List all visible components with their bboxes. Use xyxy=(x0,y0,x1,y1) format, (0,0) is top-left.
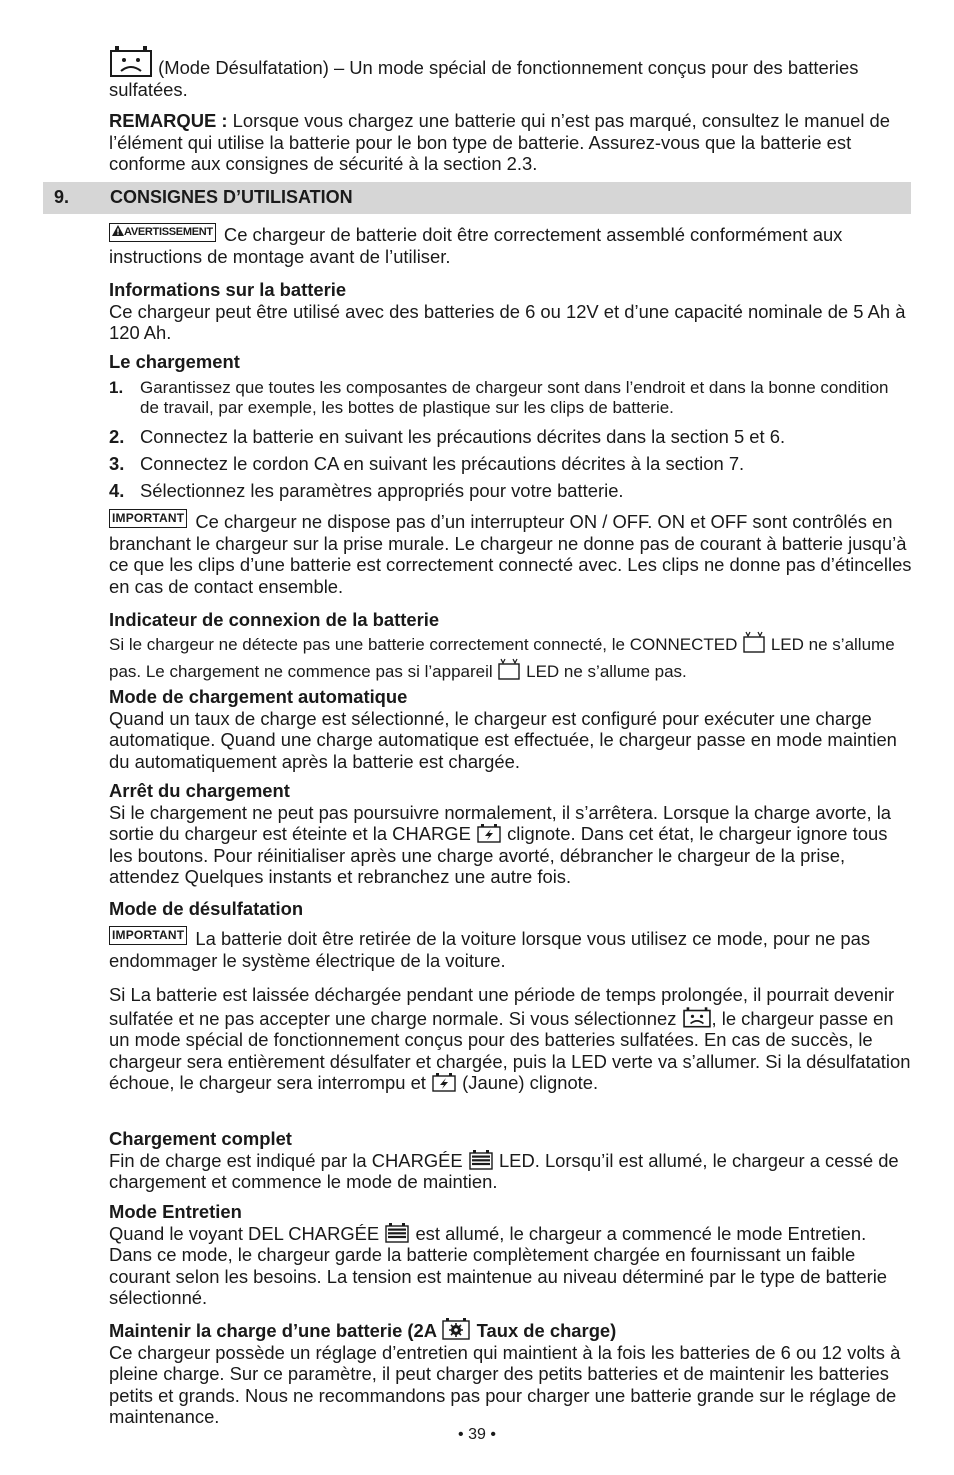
warning-text: Ce chargeur de batterie doit être correctement assemblé conformément aux instructions de montage avant de l’utiliser. xyxy=(109,224,843,267)
battery-outline-icon xyxy=(497,658,521,680)
stop-heading: Arrêt du chargement xyxy=(109,780,290,801)
auto-mode-heading: Mode de chargement automatique xyxy=(109,686,408,707)
battery-info-section xyxy=(109,279,914,344)
stop-text-1: Si le chargement ne peut pas poursuivre normalement, il s’arrêtera. Lorsque la charge avorte, la sortie du chargeur est éteinte et la CHARGE xyxy=(109,801,892,845)
battery-info-text: Ce chargeur peut être utilisé avec des batteries de 6 ou 12V et d’une capacité nominale de 5 Ah à 120 Ah. xyxy=(109,300,906,344)
page-number: • 39 • xyxy=(458,1426,496,1443)
maintenance-heading: Mode Entretien xyxy=(109,1201,242,1222)
complete-text xyxy=(109,1150,914,1193)
important-paragraph xyxy=(109,926,914,971)
maintain-heading-b: Taux de charge) xyxy=(476,1320,617,1341)
warning-tag xyxy=(109,223,216,242)
section-title: CONSIGNES D’UTILISATION xyxy=(110,187,353,207)
desulf-text-1: Si La batterie est laissée déchargée pendant une période de temps prolongée, il pourrait devenir sulfatée et ne pas accepter une charge normale. Si vous sélectionnez xyxy=(109,984,895,1029)
stop-section xyxy=(109,780,914,888)
step-text: Connectez la batterie en suivant les précautions décrites dans la section 5 et 6. xyxy=(140,426,786,447)
sad-battery-icon xyxy=(109,44,153,78)
maintain-heading-a: Maintenir la charge d’une batterie (2A xyxy=(109,1320,437,1341)
step-number: 4. xyxy=(109,480,125,501)
connection-text-4: LED ne s’allume pas. xyxy=(526,661,687,681)
step-text: Sélectionnez les paramètres appropriés pour votre batterie. xyxy=(140,480,624,501)
maintenance-text xyxy=(109,1223,914,1309)
remark-paragraph xyxy=(109,110,914,175)
complete-heading: Chargement complet xyxy=(109,1128,292,1149)
complete-text-1: Fin de charge est indiqué par la CHARGÉE xyxy=(109,1149,463,1171)
connection-heading: Indicateur de connexion de la batterie xyxy=(109,609,440,630)
complete-section xyxy=(109,1128,914,1193)
auto-mode-text: Quand un taux de charge est sélectionné, le chargeur est configuré pour exécuter une charge automatique. Quand une charge automatique est effectuée, le chargeur passe en mode maintien du automatiquement après la batterie est chargée. xyxy=(109,707,897,772)
battery-gear-icon xyxy=(441,1318,471,1340)
remark-label: REMARQUE : xyxy=(109,110,228,131)
connection-text xyxy=(109,631,914,685)
battery-full-icon xyxy=(384,1223,410,1243)
connection-text-3: ne s’allume pas. Le chargement ne commence pas si l’appareil xyxy=(109,634,895,681)
step-text: Connectez le cordon CA en suivant les précautions décrites à la section 7. xyxy=(140,453,745,474)
maintenance-text-2: est allumé, le chargeur a commencé le mode Entretien. Dans ce mode, le chargeur garde la batterie complètement chargée en fournissant un faible courant selon les besoins. La tension est maintenue au niveau déterminé par le type de batterie sélectionné. xyxy=(109,1222,888,1309)
important-tag: IMPORTANT xyxy=(109,926,187,945)
warning-tag-label: AVERTISSEMENT xyxy=(124,226,213,238)
charging-heading: Le chargement xyxy=(109,351,240,372)
maintenance-section xyxy=(109,1201,914,1309)
auto-mode-section xyxy=(109,686,914,772)
important-text: Ce chargeur ne dispose pas d’un interrupteur ON / OFF. ON et OFF sont contrôlés en branchant le chargeur sur la prise murale. Le chargeur ne donne pas de courant à batterie jusqu’à ce que les clips d’une batterie est correctement connecté avec. Les clips ne donne pas d’étincelles en cas de contact ensemble. xyxy=(109,511,912,597)
section-header xyxy=(43,182,911,214)
battery-bolt-icon xyxy=(476,823,502,843)
charging-heading-block xyxy=(109,351,914,373)
battery-info-heading: Informations sur la batterie xyxy=(109,279,347,300)
complete-text-2: LED. Lorsqu’il est allumé, le chargeur a cessé de chargement et commence le mode de maintien. xyxy=(109,1149,899,1193)
stop-text xyxy=(109,802,914,888)
step-number: 2. xyxy=(109,426,125,447)
desulf-text-3: (Jaune) clignote. xyxy=(462,1072,599,1094)
connection-text-2: LED xyxy=(770,634,804,654)
remark-text: Lorsque vous chargez une batterie qui n’est pas marqué, consultez le manuel de l’élément qui utilise la batterie pour le bon type de batterie. Assurez-vous que la batterie est conforme aux consignes de sécurité à la section 2.3. xyxy=(109,110,890,175)
maintain-text: Ce chargeur possède un réglage d’entretien qui maintient à la fois les batteries de 6 ou 12 volts à pleine charge. Sur ce paramètre, il peut charger des petits batteries et de maintenir les batteries petits et grands. Nous ne recommandons pas pour charger une batterie grande sur le réglage de maintenance. xyxy=(109,1341,901,1428)
connection-section xyxy=(109,609,914,685)
connection-text-1: Si le chargeur ne détecte pas une batterie correctement connecté, le CONNECTED xyxy=(109,634,738,654)
warning-paragraph xyxy=(109,223,914,267)
desulf-heading: Mode de désulfatation xyxy=(109,898,304,919)
battery-full-icon xyxy=(468,1150,494,1170)
maintain-section xyxy=(109,1318,914,1428)
desulf-mode-text: (Mode Désulfatation) – Un mode spécial de fonctionnement conçus pour des batteries sulfatées. xyxy=(109,57,859,100)
desulf-important-text: La batterie doit être retirée de la voiture lorsque vous utilisez ce mode, pour ne pas endommager le système électrique de la voiture. xyxy=(109,928,871,971)
step-number: 3. xyxy=(109,453,125,474)
maintenance-text-1: Quand le voyant DEL CHARGÉE xyxy=(109,1222,380,1244)
battery-outline-icon xyxy=(742,631,766,653)
step-text: Garantissez que toutes les composantes de chargeur sont dans l’endroit et dans la bonne condition de travail, par exemple, les bottes de plastique sur les clips de batterie. xyxy=(140,378,889,417)
important-tag: IMPORTANT xyxy=(109,509,187,528)
sad-battery-icon xyxy=(682,1006,712,1028)
stop-text-2: clignote. Dans cet état, le chargeur ignore tous les boutons. Pour réinitialiser après une charge avorté, débrancher le chargeur de la prise, attendez Quelques instants et rebranchez une autre fois. xyxy=(109,823,888,888)
desulf-mode-intro xyxy=(109,44,914,100)
maintain-heading xyxy=(109,1318,914,1342)
step-number: 1. xyxy=(109,378,124,397)
battery-bolt-icon xyxy=(431,1072,457,1092)
desulf-text xyxy=(109,984,914,1094)
important-paragraph xyxy=(109,509,914,597)
section-number: 9. xyxy=(54,187,70,207)
desulf-text-2: , le chargeur passe en un mode spécial de fonctionnement conçus pour des batteries sulfatées. En cas de succès, le chargeur sera entièrement désulfater et chargée, puis la LED verte va s’allumer. Si la désulfatation échoue, le chargeur sera interrompu et xyxy=(109,1007,911,1094)
desulf-section xyxy=(109,898,914,920)
warning-triangle-icon xyxy=(112,225,124,236)
desulf-text-block xyxy=(109,984,914,1094)
